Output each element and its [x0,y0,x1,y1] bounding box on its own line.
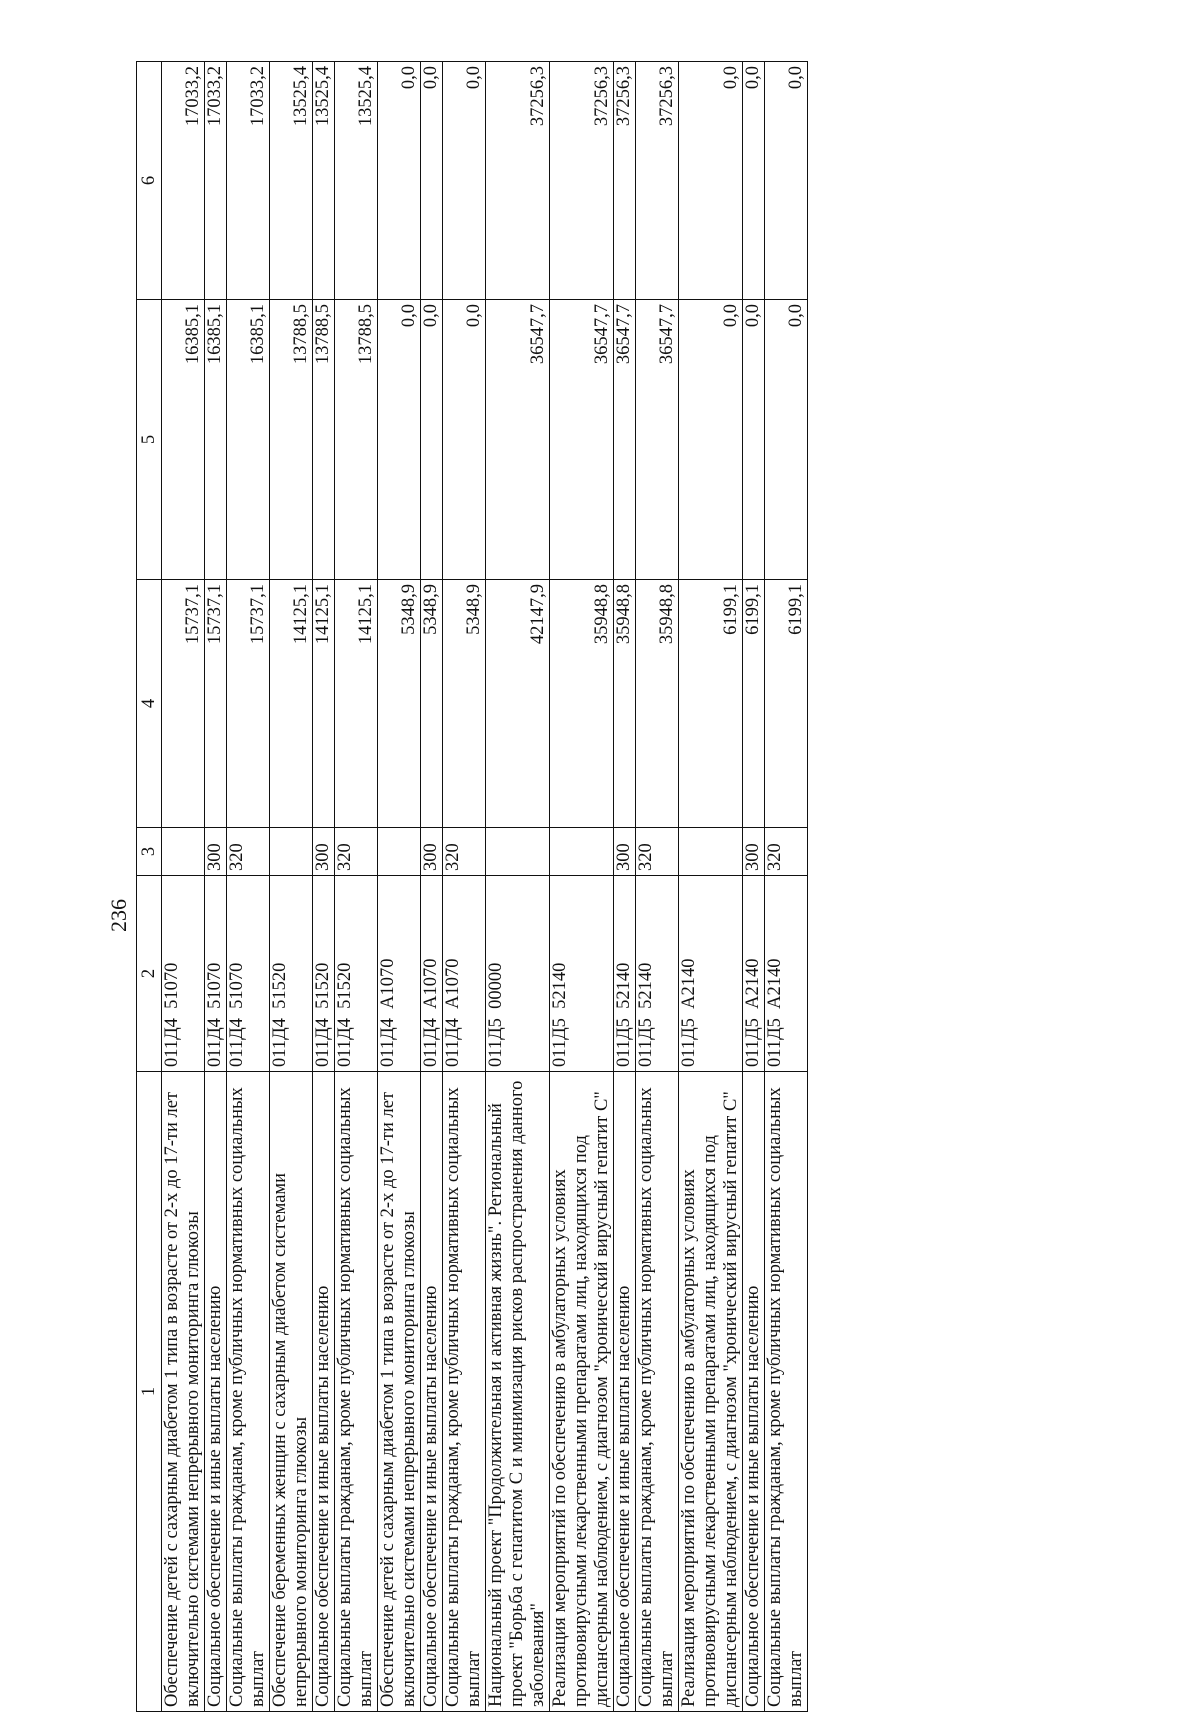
table-header-row [137,62,162,1712]
row-value-col5: 16385,1 [227,300,270,580]
row-name-cell: Реализация мероприятий по обеспечению в амбулаторных условиях противовирусными лекарственными препаратами лиц, находящихся под диспансерным наблюдением, с диагнозом "хронический вирусный гепатит С" [550,1072,614,1712]
table-row [765,62,808,1712]
row-value-col6: 0,0 [443,62,486,300]
row-value-col4: 5348,9 [443,580,486,828]
row-value-col4: 6199,1 [765,580,808,828]
table-row [270,62,313,1712]
row-value-col4: 15737,1 [227,580,270,828]
row-value-col6: 37256,3 [614,62,636,300]
table-row [443,62,486,1712]
row-name-cell: Социальное обеспечение и иные выплаты населению [313,1072,335,1712]
row-value-col6: 0,0 [679,62,743,300]
row-value-col5: 0,0 [378,300,421,580]
row-code-cell: 011Д5 52140 [636,876,679,1072]
row-value-col4: 35948,8 [614,580,636,828]
row-value-col5: 36547,7 [636,300,679,580]
table-row [335,62,378,1712]
row-value-col5: 16385,1 [205,300,227,580]
row-value-col4: 35948,8 [550,580,614,828]
row-value-col4: 14125,1 [270,580,313,828]
row-name-cell: Реализация мероприятий по обеспечению в амбулаторных условиях противовирусными лекарственными препаратами лиц, находящихся под диспансерным наблюдением, с диагнозом "хронический вирусный гепатит С" [679,1072,743,1712]
row-kvr-cell [162,828,205,876]
row-value-col4: 15737,1 [205,580,227,828]
table-row [378,62,421,1712]
column-header: 4 [137,580,162,828]
row-value-col6: 17033,2 [227,62,270,300]
row-value-col5: 36547,7 [550,300,614,580]
row-value-col4: 35948,8 [636,580,679,828]
table-row [313,62,335,1712]
row-value-col4: 6199,1 [679,580,743,828]
row-value-col4: 14125,1 [335,580,378,828]
row-name-cell: Социальные выплаты гражданам, кроме публичных нормативных социальных выплат [765,1072,808,1712]
table-row [743,62,765,1712]
column-header: 3 [137,828,162,876]
row-value-col5: 0,0 [679,300,743,580]
row-value-col5: 16385,1 [162,300,205,580]
row-kvr-cell: 300 [743,828,765,876]
row-value-col6: 17033,2 [162,62,205,300]
table-row [227,62,270,1712]
row-value-col6: 37256,3 [486,62,550,300]
row-value-col6: 17033,2 [205,62,227,300]
row-value-col5: 13788,5 [313,300,335,580]
row-kvr-cell: 320 [636,828,679,876]
row-code-cell: 011Д4 51070 [162,876,205,1072]
row-name-cell: Социальные выплаты гражданам, кроме публичных нормативных социальных выплат [335,1072,378,1712]
table-row [636,62,679,1712]
column-header: 1 [137,1072,162,1712]
row-kvr-cell: 320 [765,828,808,876]
row-name-cell: Национальный проект "Продолжительная и активная жизнь". Региональный проект "Борьба с гепатитом С и минимизация рисков распространения данного заболевания" [486,1072,550,1712]
row-code-cell: 011Д4 А1070 [378,876,421,1072]
row-name-cell: Социальное обеспечение и иные выплаты населению [205,1072,227,1712]
row-code-cell: 011Д5 А2140 [679,876,743,1072]
row-code-cell: 011Д4 А1070 [443,876,486,1072]
row-name-cell: Социальные выплаты гражданам, кроме публичных нормативных социальных выплат [227,1072,270,1712]
table-row [679,62,743,1712]
row-kvr-cell [378,828,421,876]
row-name-cell: Социальное обеспечение и иные выплаты населению [614,1072,636,1712]
row-value-col4: 14125,1 [313,580,335,828]
column-header: 5 [137,300,162,580]
row-code-cell: 011Д4 51520 [313,876,335,1072]
row-value-col4: 6199,1 [743,580,765,828]
row-code-cell: 011Д4 51520 [335,876,378,1072]
row-code-cell: 011Д5 А2140 [743,876,765,1072]
row-value-col6: 0,0 [378,62,421,300]
row-value-col4: 5348,9 [378,580,421,828]
row-kvr-cell [486,828,550,876]
row-code-cell: 011Д5 52140 [550,876,614,1072]
row-name-cell: Социальные выплаты гражданам, кроме публичных нормативных социальных выплат [636,1072,679,1712]
row-value-col5: 13788,5 [270,300,313,580]
column-header: 2 [137,876,162,1072]
budget-table [136,61,808,1712]
row-value-col5: 36547,7 [614,300,636,580]
row-kvr-cell: 300 [421,828,443,876]
row-kvr-cell [270,828,313,876]
table-row [486,62,550,1712]
table-row [421,62,443,1712]
row-kvr-cell: 300 [205,828,227,876]
row-value-col5: 13788,5 [335,300,378,580]
row-name-cell: Обеспечение детей с сахарным диабетом 1 типа в возрасте от 2-х до 17-ти лет включительно системами непрерывного мониторинга глюкозы [378,1072,421,1712]
row-value-col5: 0,0 [743,300,765,580]
row-value-col6: 37256,3 [550,62,614,300]
row-value-col5: 0,0 [765,300,808,580]
row-name-cell: Социальное обеспечение и иные выплаты населению [743,1072,765,1712]
row-value-col6: 0,0 [765,62,808,300]
row-kvr-cell [550,828,614,876]
row-value-col6: 0,0 [743,62,765,300]
row-kvr-cell: 300 [614,828,636,876]
row-value-col4: 15737,1 [162,580,205,828]
row-value-col4: 5348,9 [421,580,443,828]
row-value-col6: 13525,4 [313,62,335,300]
row-kvr-cell: 320 [227,828,270,876]
table-row [205,62,227,1712]
row-code-cell: 011Д4 51070 [205,876,227,1072]
row-value-col5: 0,0 [443,300,486,580]
row-value-col5: 36547,7 [486,300,550,580]
row-value-col6: 13525,4 [335,62,378,300]
table-body [162,62,808,1712]
row-value-col6: 37256,3 [636,62,679,300]
row-value-col6: 0,0 [421,62,443,300]
row-code-cell: 011Д5 52140 [614,876,636,1072]
table-row [162,62,205,1712]
table-row [550,62,614,1712]
row-kvr-cell: 320 [443,828,486,876]
row-code-cell: 011Д4 51520 [270,876,313,1072]
table-row [614,62,636,1712]
row-value-col6: 13525,4 [270,62,313,300]
row-name-cell: Обеспечение беременных женщин с сахарным диабетом системами непрерывного мониторинга глюкозы [270,1072,313,1712]
row-kvr-cell: 300 [313,828,335,876]
row-kvr-cell: 320 [335,828,378,876]
row-name-cell: Социальное обеспечение и иные выплаты населению [421,1072,443,1712]
row-value-col5: 0,0 [421,300,443,580]
row-code-cell: 011Д5 00000 [486,876,550,1072]
row-kvr-cell [679,828,743,876]
column-header: 6 [137,62,162,300]
row-name-cell: Обеспечение детей с сахарным диабетом 1 типа в возрасте от 2-х до 17-ти лет включительно системами непрерывного мониторинга глюкозы [162,1072,205,1712]
page-number: 236 [106,899,131,932]
row-code-cell: 011Д5 А2140 [765,876,808,1072]
row-name-cell: Социальные выплаты гражданам, кроме публичных нормативных социальных выплат [443,1072,486,1712]
row-code-cell: 011Д4 51070 [227,876,270,1072]
row-code-cell: 011Д4 А1070 [421,876,443,1072]
row-value-col4: 42147,9 [486,580,550,828]
